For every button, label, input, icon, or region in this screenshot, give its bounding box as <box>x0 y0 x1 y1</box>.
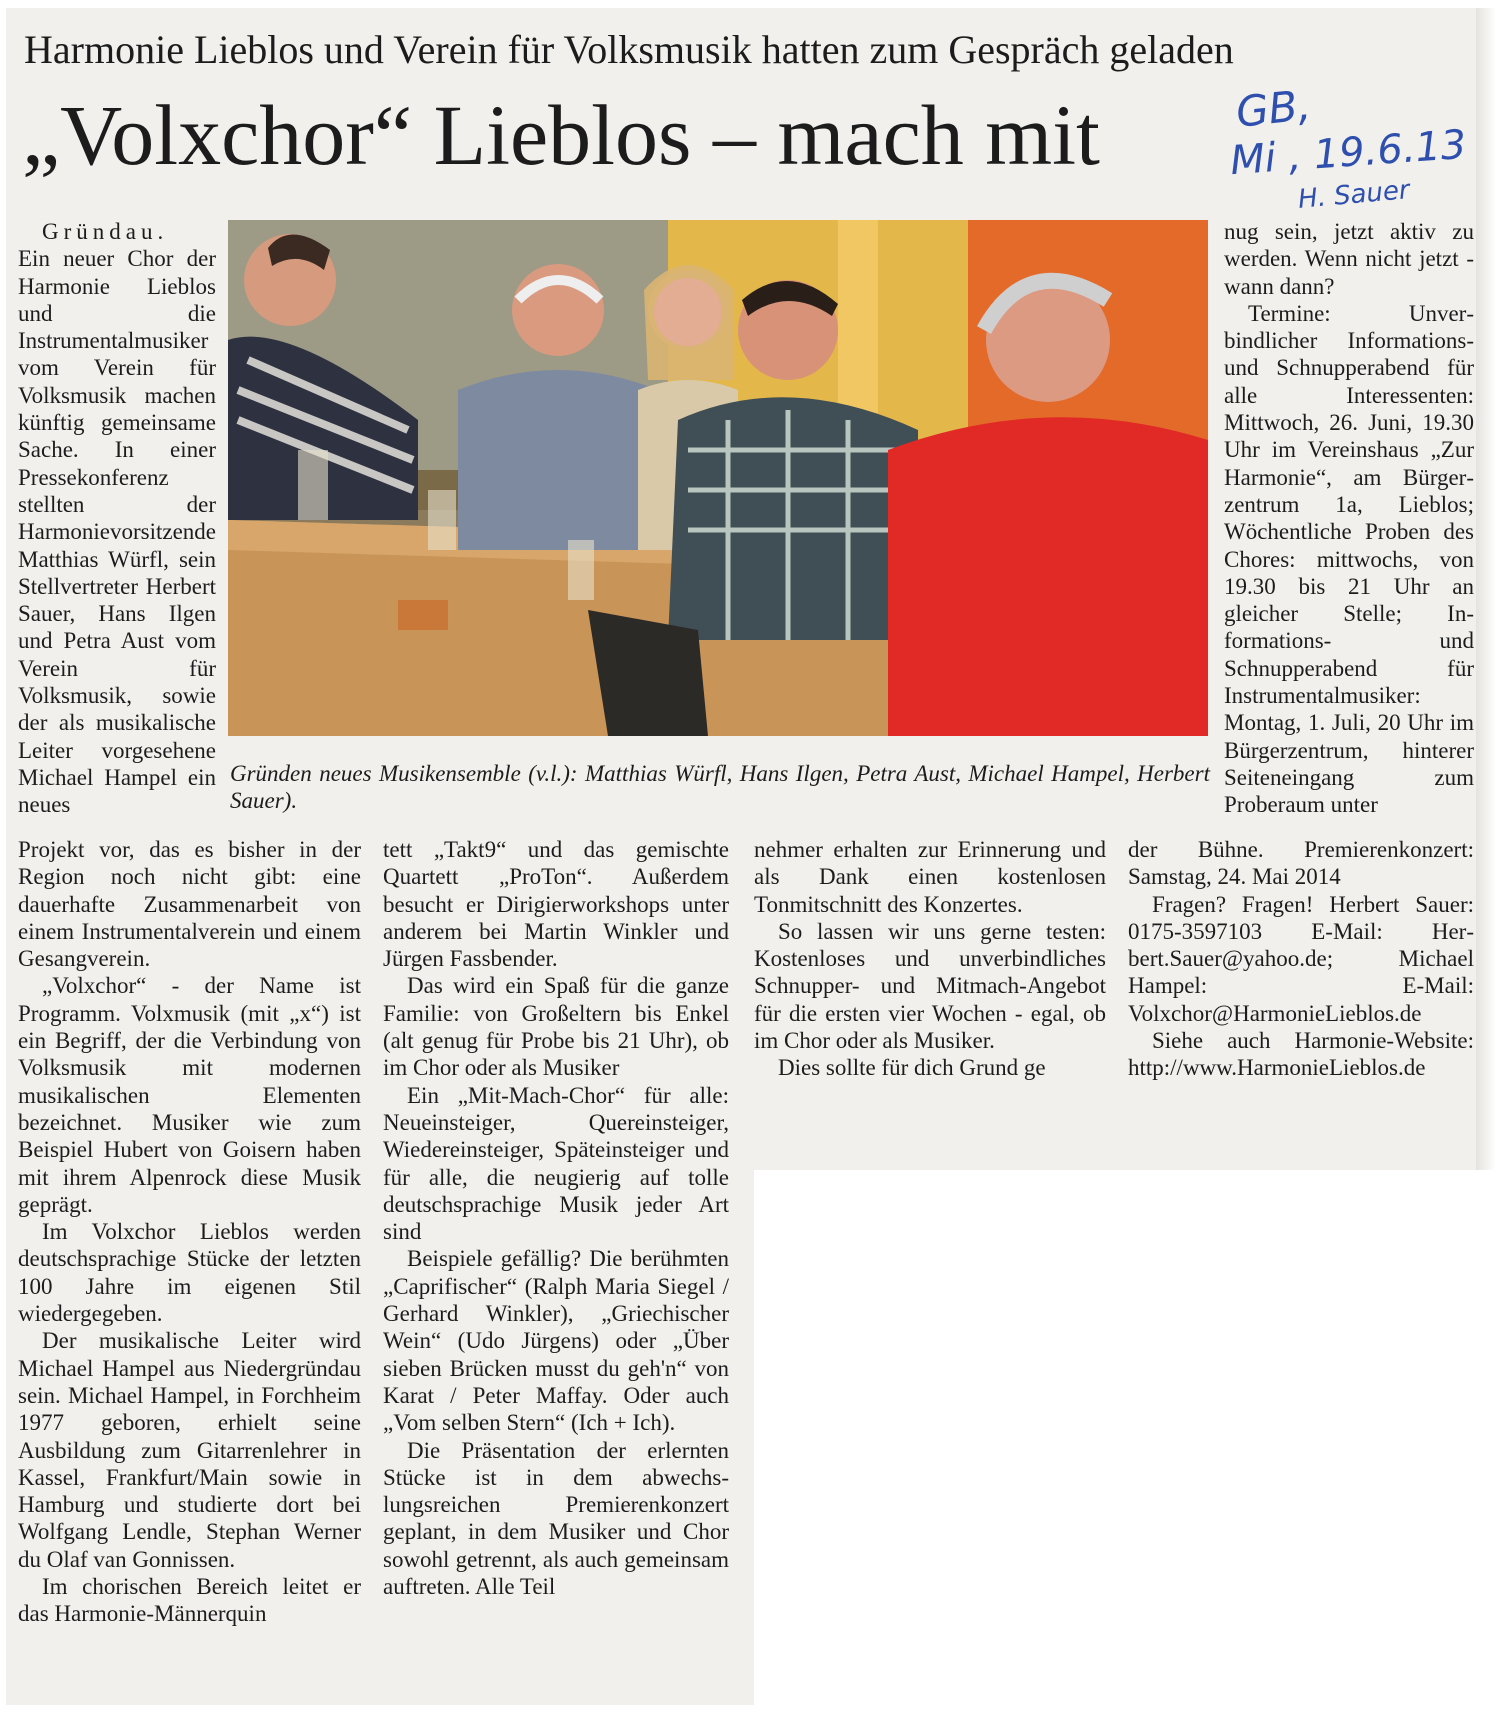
article-photo <box>228 220 1208 736</box>
handnote-line-2: Mi , 19.6.13 <box>1228 121 1468 185</box>
photo-illustration <box>228 220 1208 736</box>
paragraph: Fragen? Fragen! Herbert Sauer: 0175-3597103 E-Mail: Herbert.Sauer@yahoo.de; Michael Hampel: E-Mail: Volxchor@HarmonieLieblos.de <box>1128 891 1474 1026</box>
kicker-line: Harmonie Lieblos und Verein für Volksmusik hatten zum Gespräch geladen <box>24 27 1234 72</box>
paragraph: nug sein, jetzt aktiv zu werden. Wenn nicht jetzt - wann dann? <box>1224 219 1474 299</box>
headline: „Volxchor“ Lieblos – mach mit <box>22 87 1100 183</box>
paragraph: Beispiele gefällig? Die berühmten „Caprifischer“ (Ralph Maria Siegel / Gerhard Winkler), „Griechischer Wein“ (Udo Jürgens) oder „Über sieben Brücken musst du geh'n“ von Karat / Peter Maffay. Oder auch „Vom selben Stern“ (Ich + Ich). <box>383 1246 729 1436</box>
column-3 <box>754 836 1106 1082</box>
paragraph: Dies sollte für dich Grund ge <box>778 1055 1046 1081</box>
paragraph: nehmer erhalten zur Erinnerung und als Dank einen kostenlosen Tonmitschnitt des Konzertes. <box>754 837 1106 917</box>
paragraph: Ein „Mit-Mach-Chor“ für alle: Neueinsteiger, Quereinsteiger, Wiedereinsteiger, Späteinsteiger und für alle, die neugierig auf tolle deutschsprachige Musik jeder Art sind <box>383 1082 729 1245</box>
paragraph: Das wird ein Spaß für die ganze Familie: von Großeltern bis Enkel (alt genug für Probe bis 21 Uhr), ob im Chor oder als Musiker <box>383 973 729 1081</box>
column-1-bottom <box>18 836 361 1628</box>
column-4-bottom <box>1128 836 1474 1082</box>
column-4-top <box>1224 218 1474 819</box>
paragraph: Termine: Unverbindlicher Informations- und Schnupperabend für alle Interessenten: Mittwoch, 26. Juni, 19.30 Uhr im Vereinshaus „Zur Harmonie“, am Bürgerzentrum 1a, Lieblos; Wöchentliche Proben des Chores: mittwochs, von 19.30 bis 21 Uhr an gleicher Stelle; Informations- und Schnupperabend für Instrumentalmusiker: Montag, 1. Juli, 20 Uhr im Bürgerzentrum, hinterer Seiteneingang zum Proberaum unter <box>1224 300 1474 818</box>
paragraph: Im chorischen Bereich leitet er das Harmonie-Männerquin <box>18 1574 361 1627</box>
photo-caption: Gründen neues Musikensemble (v.l.): Matthias Würfl, Hans Ilgen, Petra Aust, Michael Hampel, Herbert Sauer). <box>230 761 1210 813</box>
paragraph: Siehe auch Harmonie-Website: http://www.HarmonieLieblos.de <box>1128 1028 1474 1081</box>
paragraph: der Bühne. Premierenkonzert: Samstag, 24. Mai 2014 <box>1128 837 1474 890</box>
paragraph: So lassen wir uns gerne testen: Kostenloses und unverbindliches Schnupper- und Mitmach-Angebot für die ersten vier Wochen - egal, ob im Chor oder als Musiker. <box>754 918 1106 1054</box>
paragraph: Projekt vor, das es bisher in der Region noch nicht gibt: eine dauerhafte Zusammenarbeit von einem Instrumentalverein und einem Gesangverein. <box>18 837 361 972</box>
column-2 <box>383 836 729 1600</box>
paragraph: Im Volxchor Lieblos werden deutschsprachige Stücke der letzten 100 Jahre im eigenen Stil wiedergegeben. <box>18 1219 361 1327</box>
handwritten-note <box>1222 80 1472 220</box>
paragraph: tett „Takt9“ und das gemischte Quartett „ProTon“. Außerdem besucht er Dirigierworkshops unter anderem bei Martin Winkler und Jürgen Fassbender. <box>383 837 729 972</box>
scan-shadow <box>1476 8 1496 1170</box>
handnote-line-3: H. Sauer <box>1296 175 1411 215</box>
paragraph: Der musikalische Leiter wird Michael Hampel aus Niedergründau sein. Michael Hampel, in Forchheim 1977 geboren, erhielt seine Ausbildung zum Gitarrenlehrer in Kassel, Frankfurt/Main sowie in Hamburg und studierte dort bei Wolfgang Lendle, Stephan Werner du Olaf van Gonnissen. <box>18 1328 361 1572</box>
dateline: Gründau. <box>42 219 169 244</box>
column-1-top <box>18 218 216 819</box>
paragraph: Die Präsentation der erlernten Stücke ist in dem abwechslungsreichen Premierenkonzert geplant, in dem Musiker und Chor sowohl getrennt, als auch gemeinsam auftreten. Alle Teil <box>383 1437 729 1600</box>
paragraph: Ein neuer Chor der Harmonie Lieblos und die Instrumentalmusiker vom Verein für Volksmusik machen künftig gemeinsame Sache. In einer Pressekonferenz stellten der Harmonievorsitzende Matthias Würfl, sein Stellvertreter Herbert Sauer, Hans Ilgen und Petra Aust vom Verein für Volksmusik, sowie der als musikalische Leiter vorgesehene Michael Hampel ein neues <box>18 246 216 818</box>
handnote-line-1: GB, <box>1233 80 1314 137</box>
paragraph: „Volxchor“ - der Name ist Programm. Volxmusik (mit „x“) ist ein Begriff, der die Verbindung von Volksmusik mit modernen musikalischen Elementen bezeichnet. Musiker wie zum Beispiel Hubert von Goisern haben mit ihrem Alpenrock diese Musik geprägt. <box>18 973 361 1217</box>
